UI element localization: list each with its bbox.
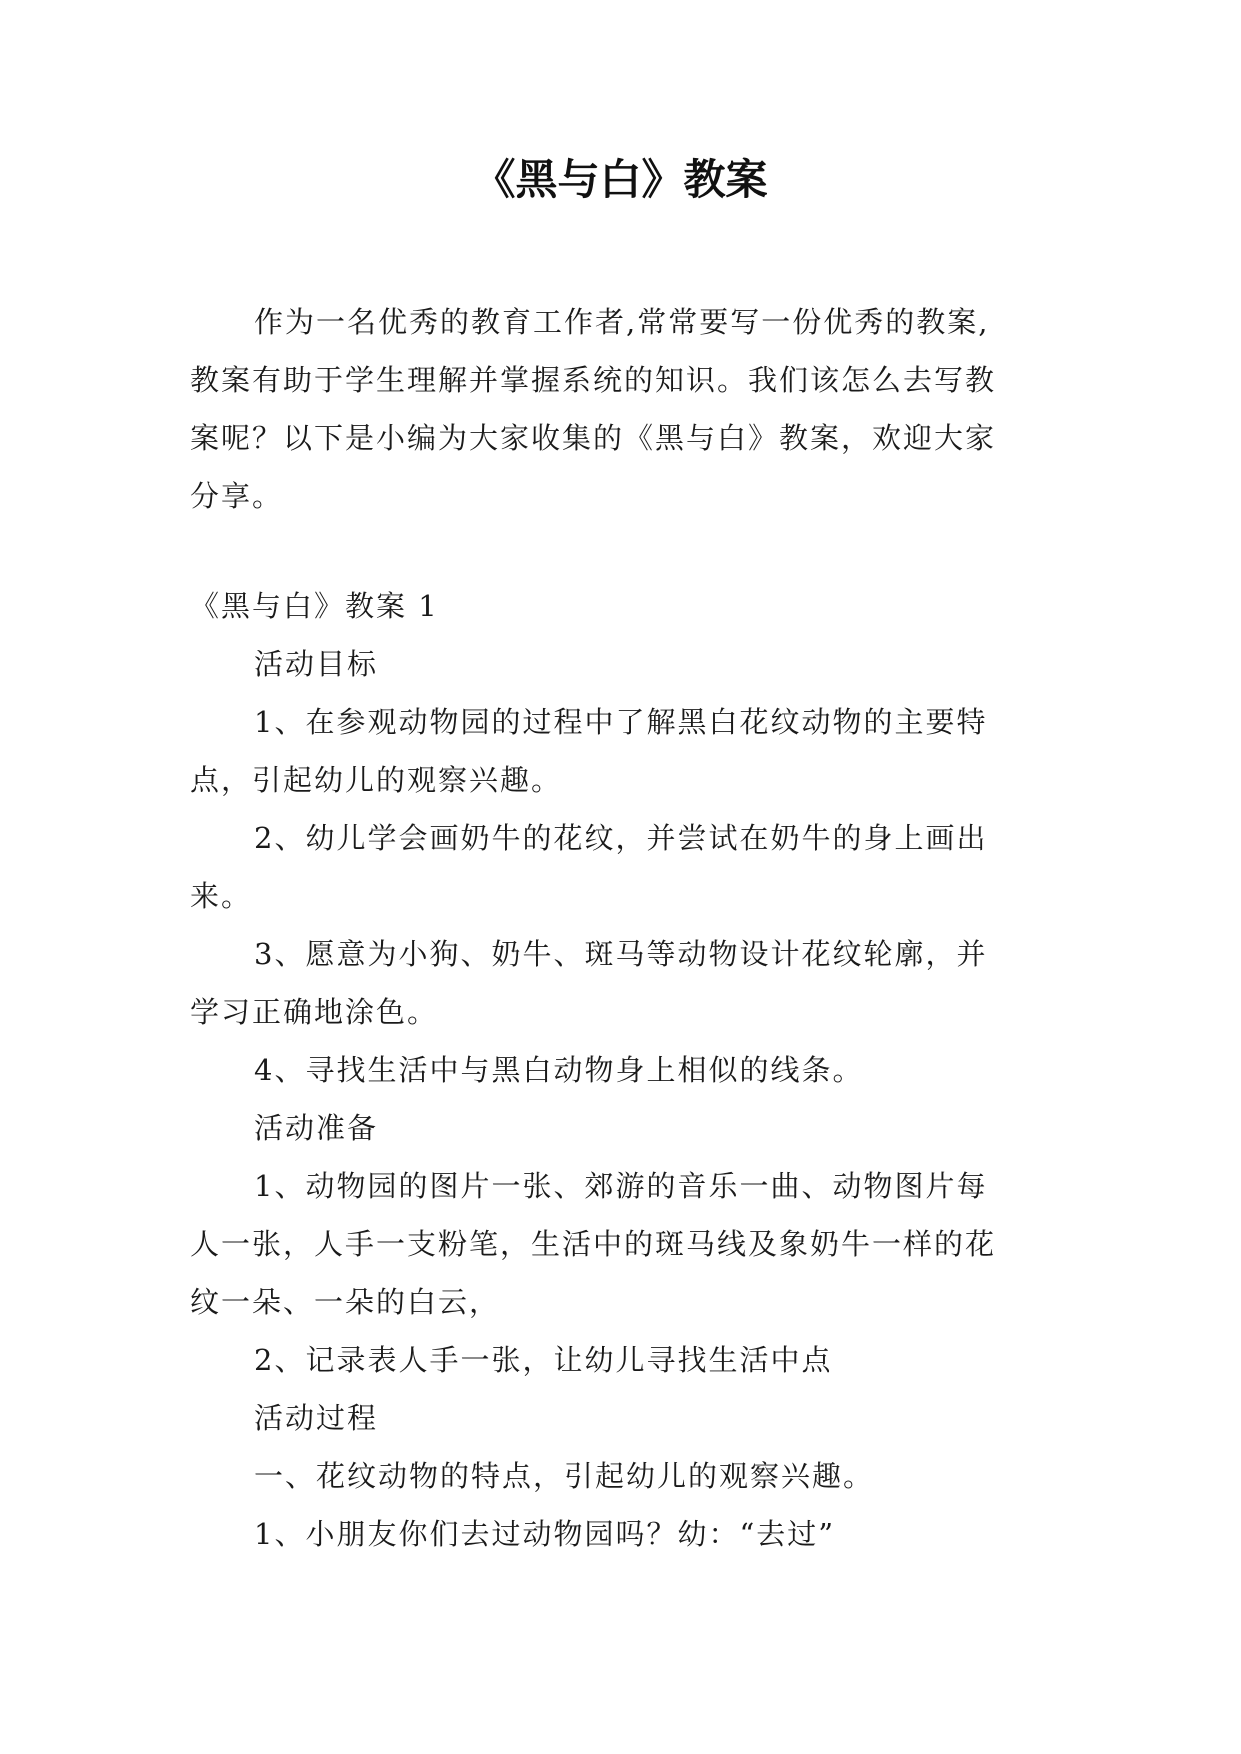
document-title: 《黑与白》教案: [473, 155, 768, 204]
lesson-plan-section: [190, 577, 1050, 1563]
process-step-1: 一、花纹动物的特点，引起幼儿的观察兴趣。: [254, 1459, 875, 1493]
goal-item-1: 1、在参观动物园的过程中了解黑白花纹动物的主要特 点，引起幼儿的观察兴趣。: [190, 705, 988, 797]
intro-paragraph: 作为一名优秀的教育工作者,常常要写一份优秀的教案, 教案有助于学生理解并掌握系统的知识。我们该怎么去写教 案呢？以下是小编为大家收集的《黑与白》教案，欢迎大家 分享。: [190, 305, 997, 513]
heading-activity-goals: 活动目标: [254, 647, 379, 681]
preparation-item-1: 1、动物园的图片一张、郊游的音乐一曲、动物图片每 人一张，人手一支粉笔，生活中的斑马线及象奶牛一样的花 纹一朵、一朵的白云，: [190, 1169, 997, 1319]
section-title: 《黑与白》教案 1: [190, 589, 439, 623]
process-substep-1: 1、小朋友你们去过动物园吗？幼：“去过”: [254, 1517, 836, 1551]
heading-activity-preparation: 活动准备: [254, 1111, 379, 1145]
goal-item-4: 4、寻找生活中与黑白动物身上相似的线条。: [254, 1053, 864, 1087]
heading-activity-process: 活动过程: [254, 1401, 379, 1435]
goal-item-3: 3、愿意为小狗、奶牛、斑马等动物设计花纹轮廓，并 学习正确地涂色。: [190, 937, 988, 1029]
preparation-item-2: 2、记录表人手一张，让幼儿寻找生活中点: [254, 1343, 833, 1377]
goal-item-2: 2、幼儿学会画奶牛的花纹，并尝试在奶牛的身上画出 来。: [190, 821, 988, 913]
